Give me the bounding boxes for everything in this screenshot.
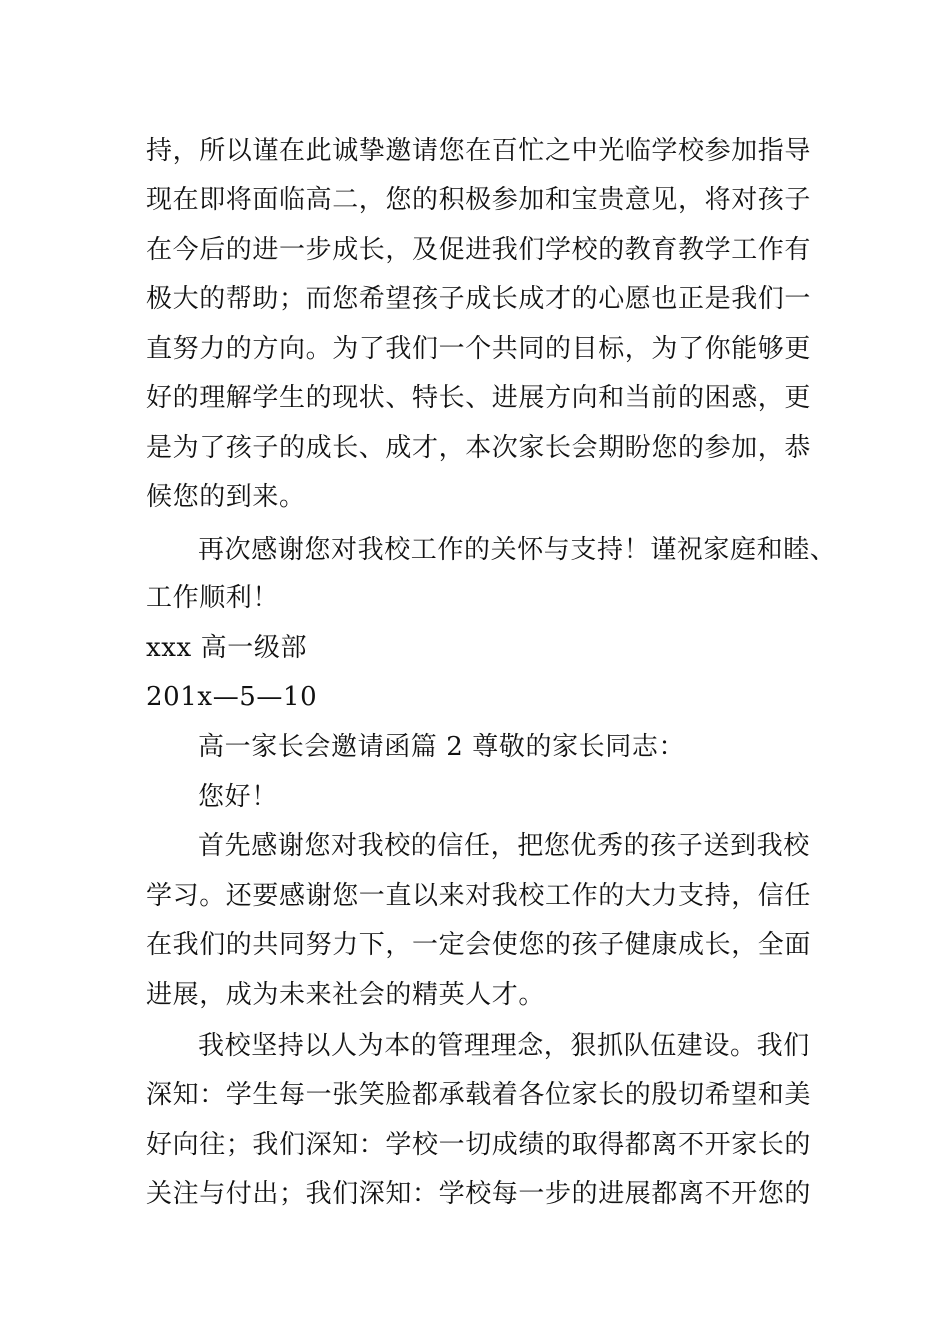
text-line: 极大的帮助；而您希望孩子成长成才的心愿也正是我们一 — [146, 284, 812, 314]
text-line: 好向往；我们深知：学校一切成绩的取得都离不开家长的 — [146, 1130, 812, 1160]
signature-department: xxx 高一级部 — [146, 633, 308, 663]
text-line: 好的理解学生的现状、特长、进展方向和当前的困惑，更 — [146, 383, 812, 413]
text-line: 关注与付出；我们深知：学校每一步的进展都离不开您的 — [146, 1179, 812, 1209]
signature-date: 201x—5—10 — [146, 682, 318, 712]
text-line: 工作顺利！ — [146, 583, 280, 613]
section-heading: 高一家长会邀请函篇 2 尊敬的家长同志： — [198, 732, 686, 762]
text-line: 我校坚持以人为本的管理理念，狠抓队伍建设。我们 — [198, 1031, 810, 1061]
text-line: 直努力的方向。为了我们一个共同的目标，为了你能够更 — [146, 334, 812, 364]
text-line: 现在即将面临高二，您的积极参加和宝贵意见，将对孩子 — [146, 185, 812, 215]
text-line: 持，所以谨在此诚挚邀请您在百忙之中光临学校参加指导 — [146, 136, 812, 166]
text-line: 深知：学生每一张笑脸都承载着各位家长的殷切希望和美 — [146, 1080, 812, 1110]
greeting: 您好！ — [198, 782, 278, 812]
text-line: 进展，成为未来社会的精英人才。 — [146, 980, 546, 1010]
text-line: 再次感谢您对我校工作的关怀与支持！谨祝家庭和睦、 — [198, 535, 837, 565]
text-line: 在今后的进一步成长，及促进我们学校的教育教学工作有 — [146, 235, 812, 265]
text-line: 首先感谢您对我校的信任，把您优秀的孩子送到我校 — [198, 831, 810, 861]
text-line: 是为了孩子的成长、成才，本次家长会期盼您的参加，恭 — [146, 433, 812, 463]
text-line: 学习。还要感谢您一直以来对我校工作的大力支持，信任 — [146, 881, 812, 911]
text-line: 候您的到来。 — [146, 482, 306, 512]
text-line: 在我们的共同努力下，一定会使您的孩子健康成长，全面 — [146, 930, 812, 960]
